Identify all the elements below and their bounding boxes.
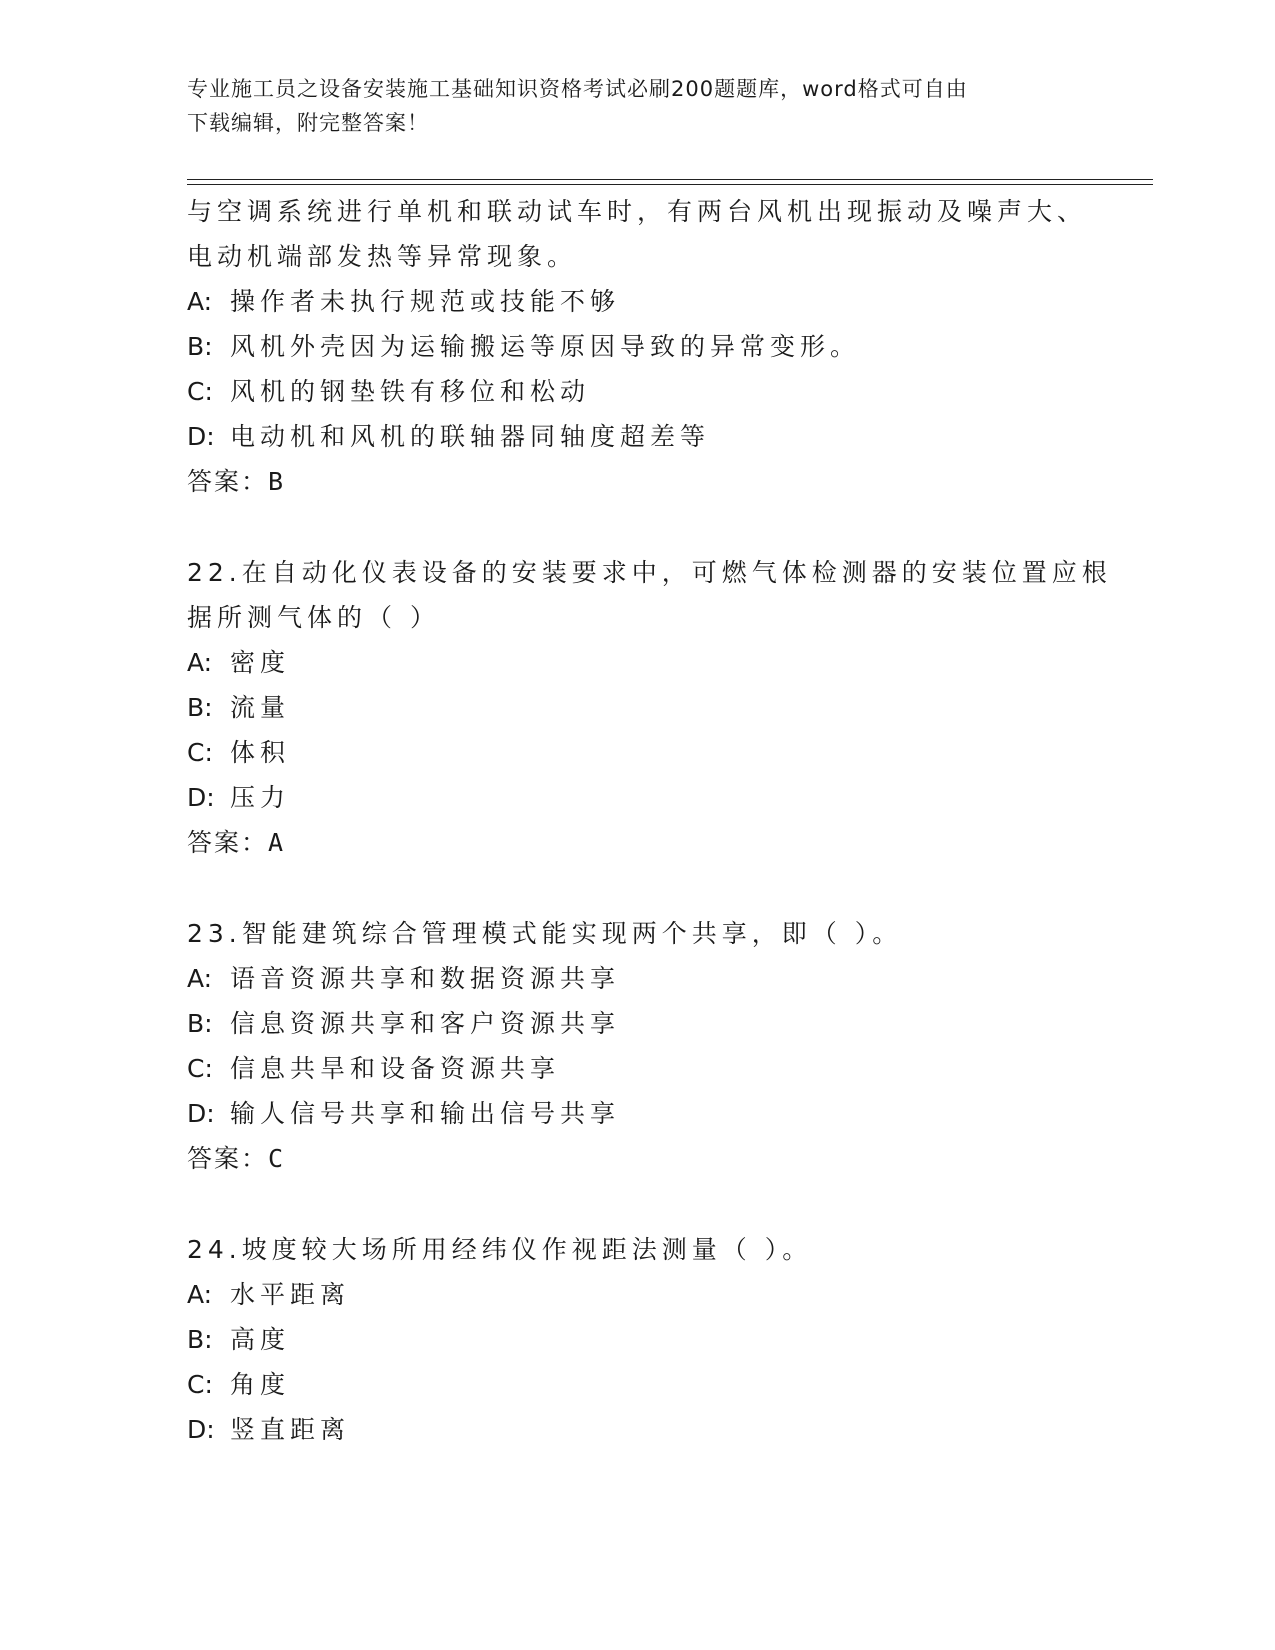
question-text-line: 22.在自动化仪表设备的安装要求中，可燃气体检测器的安装位置应根 bbox=[187, 558, 1112, 587]
option-text: 输人信号共享和输出信号共享 bbox=[230, 1099, 621, 1128]
option-c bbox=[187, 1362, 1087, 1407]
option-text: 密度 bbox=[230, 648, 291, 677]
question-text-line: 与空调系统进行单机和联动试车时，有两台风机出现振动及噪声大、 bbox=[187, 197, 1088, 226]
question-block-22 bbox=[187, 550, 1112, 865]
option-text: 水平距离 bbox=[230, 1280, 351, 1309]
option-a bbox=[187, 279, 1087, 324]
option-a bbox=[187, 956, 1087, 1001]
question-block-23 bbox=[187, 911, 1087, 1181]
option-text: 竖直距离 bbox=[230, 1415, 351, 1444]
option-letter: B: bbox=[187, 1009, 213, 1038]
option-d bbox=[187, 1091, 1087, 1136]
option-letter: B: bbox=[187, 693, 213, 722]
option-text: 风机的钢垫铁有移位和松动 bbox=[230, 377, 591, 406]
option-letter: D: bbox=[187, 783, 215, 812]
option-letter: D: bbox=[187, 1099, 215, 1128]
header-title-line-1: 专业施工员之设备安装施工基础知识资格考试必刷200题题库，word格式可自由 bbox=[187, 77, 968, 101]
option-letter: B: bbox=[187, 332, 213, 361]
option-text: 流量 bbox=[230, 693, 291, 722]
option-letter: D: bbox=[187, 422, 215, 451]
spacer bbox=[187, 865, 1087, 911]
option-letter: C: bbox=[187, 1054, 213, 1083]
answer-value: A bbox=[268, 828, 286, 857]
option-a bbox=[187, 640, 1087, 685]
option-text: 信息共旱和设备资源共享 bbox=[230, 1054, 561, 1083]
option-text: 操作者未执行规范或技能不够 bbox=[230, 287, 621, 316]
option-text: 风机外壳因为运输搬运等原因导致的异常变形。 bbox=[230, 332, 861, 361]
question-block-24 bbox=[187, 1227, 1087, 1452]
option-letter: C: bbox=[187, 377, 213, 406]
option-text: 电动机和风机的联轴器同轴度超差等 bbox=[230, 422, 711, 451]
answer-line bbox=[187, 1136, 1087, 1181]
option-d bbox=[187, 775, 1087, 820]
option-text: 体积 bbox=[230, 738, 291, 767]
option-c bbox=[187, 369, 1087, 414]
document-header bbox=[187, 72, 1067, 140]
answer-line bbox=[187, 820, 1087, 865]
option-b bbox=[187, 1317, 1087, 1362]
question-text-line: 电动机端部发热等异常现象。 bbox=[187, 242, 578, 271]
question-block-continued bbox=[187, 189, 1087, 504]
question-text-line: 24.坡度较大场所用经纬仪作视距法测量（ ）。 bbox=[187, 1235, 813, 1264]
header-title-line-2: 下载编辑，附完整答案！ bbox=[187, 111, 429, 135]
answer-value: C bbox=[268, 1144, 286, 1173]
option-d bbox=[187, 1407, 1087, 1452]
option-letter: B: bbox=[187, 1325, 213, 1354]
spacer bbox=[187, 504, 1087, 550]
option-text: 角度 bbox=[230, 1370, 291, 1399]
header-divider-bottom bbox=[187, 184, 1153, 185]
option-letter: A: bbox=[187, 1280, 213, 1309]
answer-label: 答案： bbox=[187, 467, 269, 496]
question-list bbox=[187, 189, 1112, 1452]
option-letter: A: bbox=[187, 964, 213, 993]
answer-value: B bbox=[268, 467, 286, 496]
question-text-line: 据所测气体的（ ） bbox=[187, 603, 440, 632]
option-b bbox=[187, 324, 1087, 369]
option-text: 信息资源共享和客户资源共享 bbox=[230, 1009, 621, 1038]
option-b bbox=[187, 1001, 1087, 1046]
option-a bbox=[187, 1272, 1087, 1317]
option-c bbox=[187, 730, 1087, 775]
answer-label: 答案： bbox=[187, 1144, 269, 1173]
option-text: 语音资源共享和数据资源共享 bbox=[230, 964, 621, 993]
option-letter: A: bbox=[187, 648, 213, 677]
option-letter: C: bbox=[187, 738, 213, 767]
option-text: 高度 bbox=[230, 1325, 291, 1354]
option-c bbox=[187, 1046, 1087, 1091]
option-letter: D: bbox=[187, 1415, 215, 1444]
option-b bbox=[187, 685, 1087, 730]
option-letter: A: bbox=[187, 287, 213, 316]
option-d bbox=[187, 414, 1087, 459]
option-letter: C: bbox=[187, 1370, 213, 1399]
answer-label: 答案： bbox=[187, 828, 269, 857]
option-text: 压力 bbox=[230, 783, 291, 812]
answer-line bbox=[187, 459, 1087, 504]
spacer bbox=[187, 1181, 1087, 1227]
question-text-line: 23.智能建筑综合管理模式能实现两个共享，即（ ）。 bbox=[187, 919, 903, 948]
header-divider-top bbox=[187, 179, 1153, 180]
